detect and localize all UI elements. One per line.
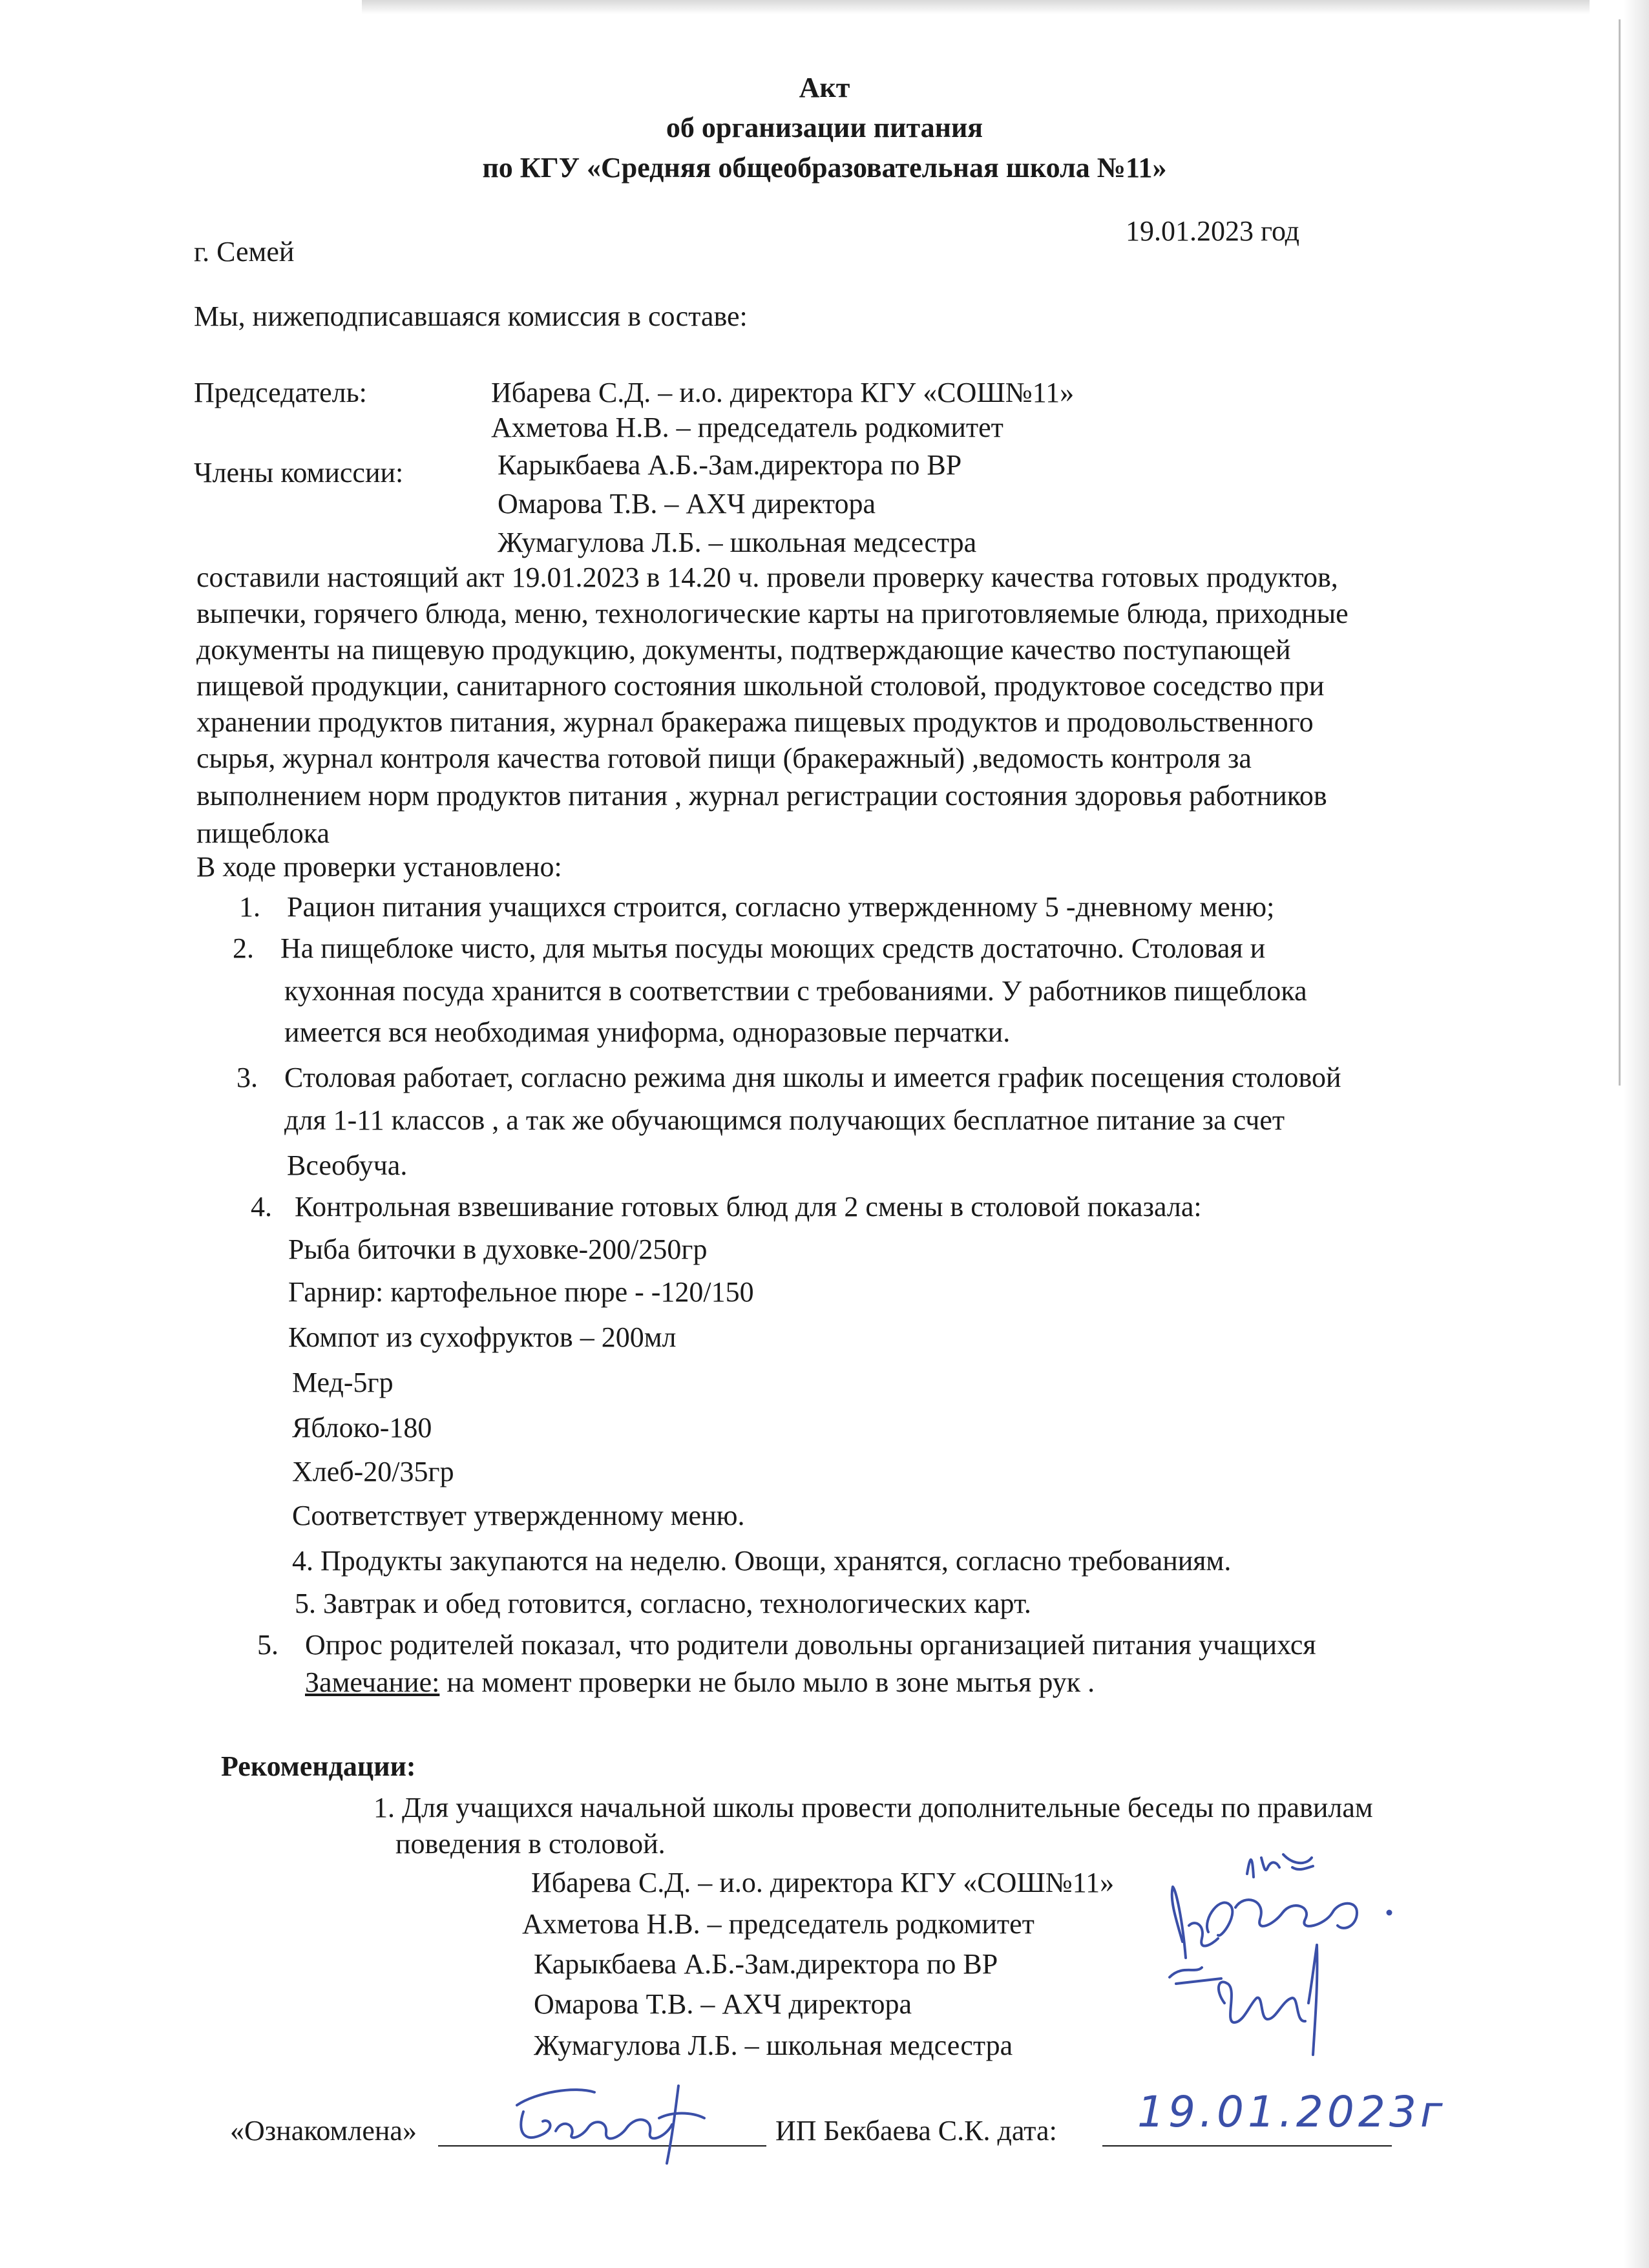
scan-top-shadow [362, 0, 1590, 14]
doc-intro: Мы, нижеподписавшаяся комиссия в составе: [194, 300, 748, 332]
chair-label: Председатель: [194, 377, 367, 408]
menu-item-2: Гарнир: картофельное пюре - -120/150 [288, 1276, 754, 1308]
date-line [1102, 2145, 1392, 2147]
menu-item-7: Соответствует утвержденному меню. [292, 1500, 745, 1531]
body-line-8: пищеблока [196, 817, 330, 849]
signatory-2: Ахметова Н.В. – председатель родкомитет [522, 1908, 1035, 1940]
doc-city: г. Семей [194, 236, 295, 268]
remark-text: на момент проверки не было мыло в зоне мытья рук . [439, 1666, 1095, 1698]
handwritten-signatures [1098, 1829, 1460, 2074]
body-line-1: составили настоящий акт 19.01.2023 в 14.20 ч. провели проверку качества готовых продуктов, [196, 562, 1338, 593]
finding-extra-4: 4. Продукты закупаются на неделю. Овощи, хранятся, согласно требованиям. [292, 1545, 1232, 1577]
menu-item-1: Рыба биточки в духовке-200/250гр [288, 1234, 708, 1265]
finding-4: Контрольная взвешивание готовых блюд для 2 смены в столовой показала: [295, 1191, 1202, 1223]
finding-1-num: 1. [239, 891, 260, 923]
finding-2-line-2: кухонная посуда хранится в соответствии с требованиями. У работников пищеблока [284, 975, 1307, 1007]
finding-2-line-1: На пищеблоке чисто, для мытья посуды моющих средств достаточно. Столовая и [280, 932, 1266, 964]
finding-3-line-1: Столовая работает, согласно режима дня школы и имеется график посещения столовой [284, 1062, 1341, 1093]
body-line-7: выполнением норм продуктов питания , журнал регистрации состояния здоровья работников [196, 780, 1327, 812]
chair2-name: Ахметова Н.В. – председатель родкомитет [491, 412, 1003, 443]
chair-name: Ибарева С.Д. – и.о. директора КГУ «СОШ№11» [491, 377, 1075, 408]
recommendations-heading: Рекомендации: [221, 1750, 416, 1782]
remark-label: Замечание: [305, 1666, 440, 1698]
finding-extra-5: 5. Завтрак и обед готовится, согласно, технологических карт. [295, 1588, 1031, 1619]
members-label: Члены комиссии: [194, 457, 404, 488]
finding-1: Рацион питания учащихся строится, согласно утвержденному 5 -дневному меню; [287, 891, 1275, 923]
body-line-6: сырья, журнал контроля качества готовой пищи (бракеражный) ,ведомость контроля за [196, 742, 1252, 774]
findings-heading: В ходе проверки установлено: [196, 851, 562, 883]
body-line-4: пищевой продукции, санитарного состояния школьной столовой, продуктовое соседство при [196, 670, 1325, 702]
member-1: Карыкбаева А.Б.-Зам.директора по ВР [498, 449, 962, 481]
body-line-3: документы на пищевую продукцию, документы, подтверждающие качество поступающей [196, 634, 1291, 666]
finding-3-num: 3. [236, 1062, 258, 1093]
finding-5-num: 5. [257, 1629, 278, 1661]
footer-acknowledged: «Ознакомлена» [230, 2115, 417, 2147]
scan-edge-line [1619, 19, 1621, 1086]
handwritten-date: 19.01.2023г [1137, 2087, 1447, 2137]
member-3: Жумагулова Л.Б. – школьная медсестра [498, 527, 977, 558]
body-line-5: хранении продуктов питания, журнал бракеража пищевых продуктов и продовольственного [196, 706, 1314, 738]
signatory-4: Омарова Т.В. – АХЧ директора [534, 1988, 912, 2020]
finding-3-line-2: для 1-11 классов , а так же обучающимся получающих бесплатное питание за счет [284, 1104, 1285, 1136]
scan-edge-shadow [1623, 0, 1649, 2268]
menu-item-5: Яблоко-180 [292, 1412, 432, 1444]
doc-subtitle-2: по КГУ «Средняя общеобразовательная школа №11» [482, 152, 1167, 184]
finding-5: Опрос родителей показал, что родители довольны организацией питания учащихся [305, 1629, 1316, 1661]
remark-line [305, 1666, 1095, 1699]
menu-item-6: Хлеб-20/35гр [292, 1456, 454, 1487]
finding-3-line-3: Всеобуча. [287, 1150, 408, 1181]
signatory-1: Ибарева С.Д. – и.о. директора КГУ «СОШ№11» [531, 1867, 1115, 1898]
recommendation-1-line-1: 1. Для учащихся начальной школы провести дополнительные беседы по правилам [373, 1792, 1373, 1823]
signatory-5: Жумагулова Л.Б. – школьная медсестра [534, 2030, 1013, 2061]
doc-date: 19.01.2023 год [1126, 215, 1300, 247]
finding-2-num: 2. [233, 932, 254, 964]
finding-2-line-3: имеется вся необходимая униформа, одноразовые перчатки. [284, 1016, 1011, 1048]
body-line-2: выпечки, горячего блюда, меню, технологические карты на приготовляемые блюда, приходные [196, 598, 1349, 629]
menu-item-3: Компот из сухофруктов – 200мл [288, 1321, 677, 1353]
signatory-3: Карыкбаева А.Б.-Зам.директора по ВР [534, 1948, 998, 1980]
footer-person: ИП Бекбаева С.К. дата: [775, 2115, 1057, 2147]
finding-4-num: 4. [251, 1191, 272, 1223]
recommendation-1-line-2: поведения в столовой. [395, 1828, 666, 1860]
doc-subtitle-1: об организации питания [666, 112, 983, 143]
member-2: Омарова Т.В. – АХЧ директора [498, 488, 876, 520]
menu-item-4: Мед-5гр [292, 1367, 394, 1398]
acknowledged-signature [498, 2073, 717, 2170]
doc-title: Акт [799, 72, 850, 103]
